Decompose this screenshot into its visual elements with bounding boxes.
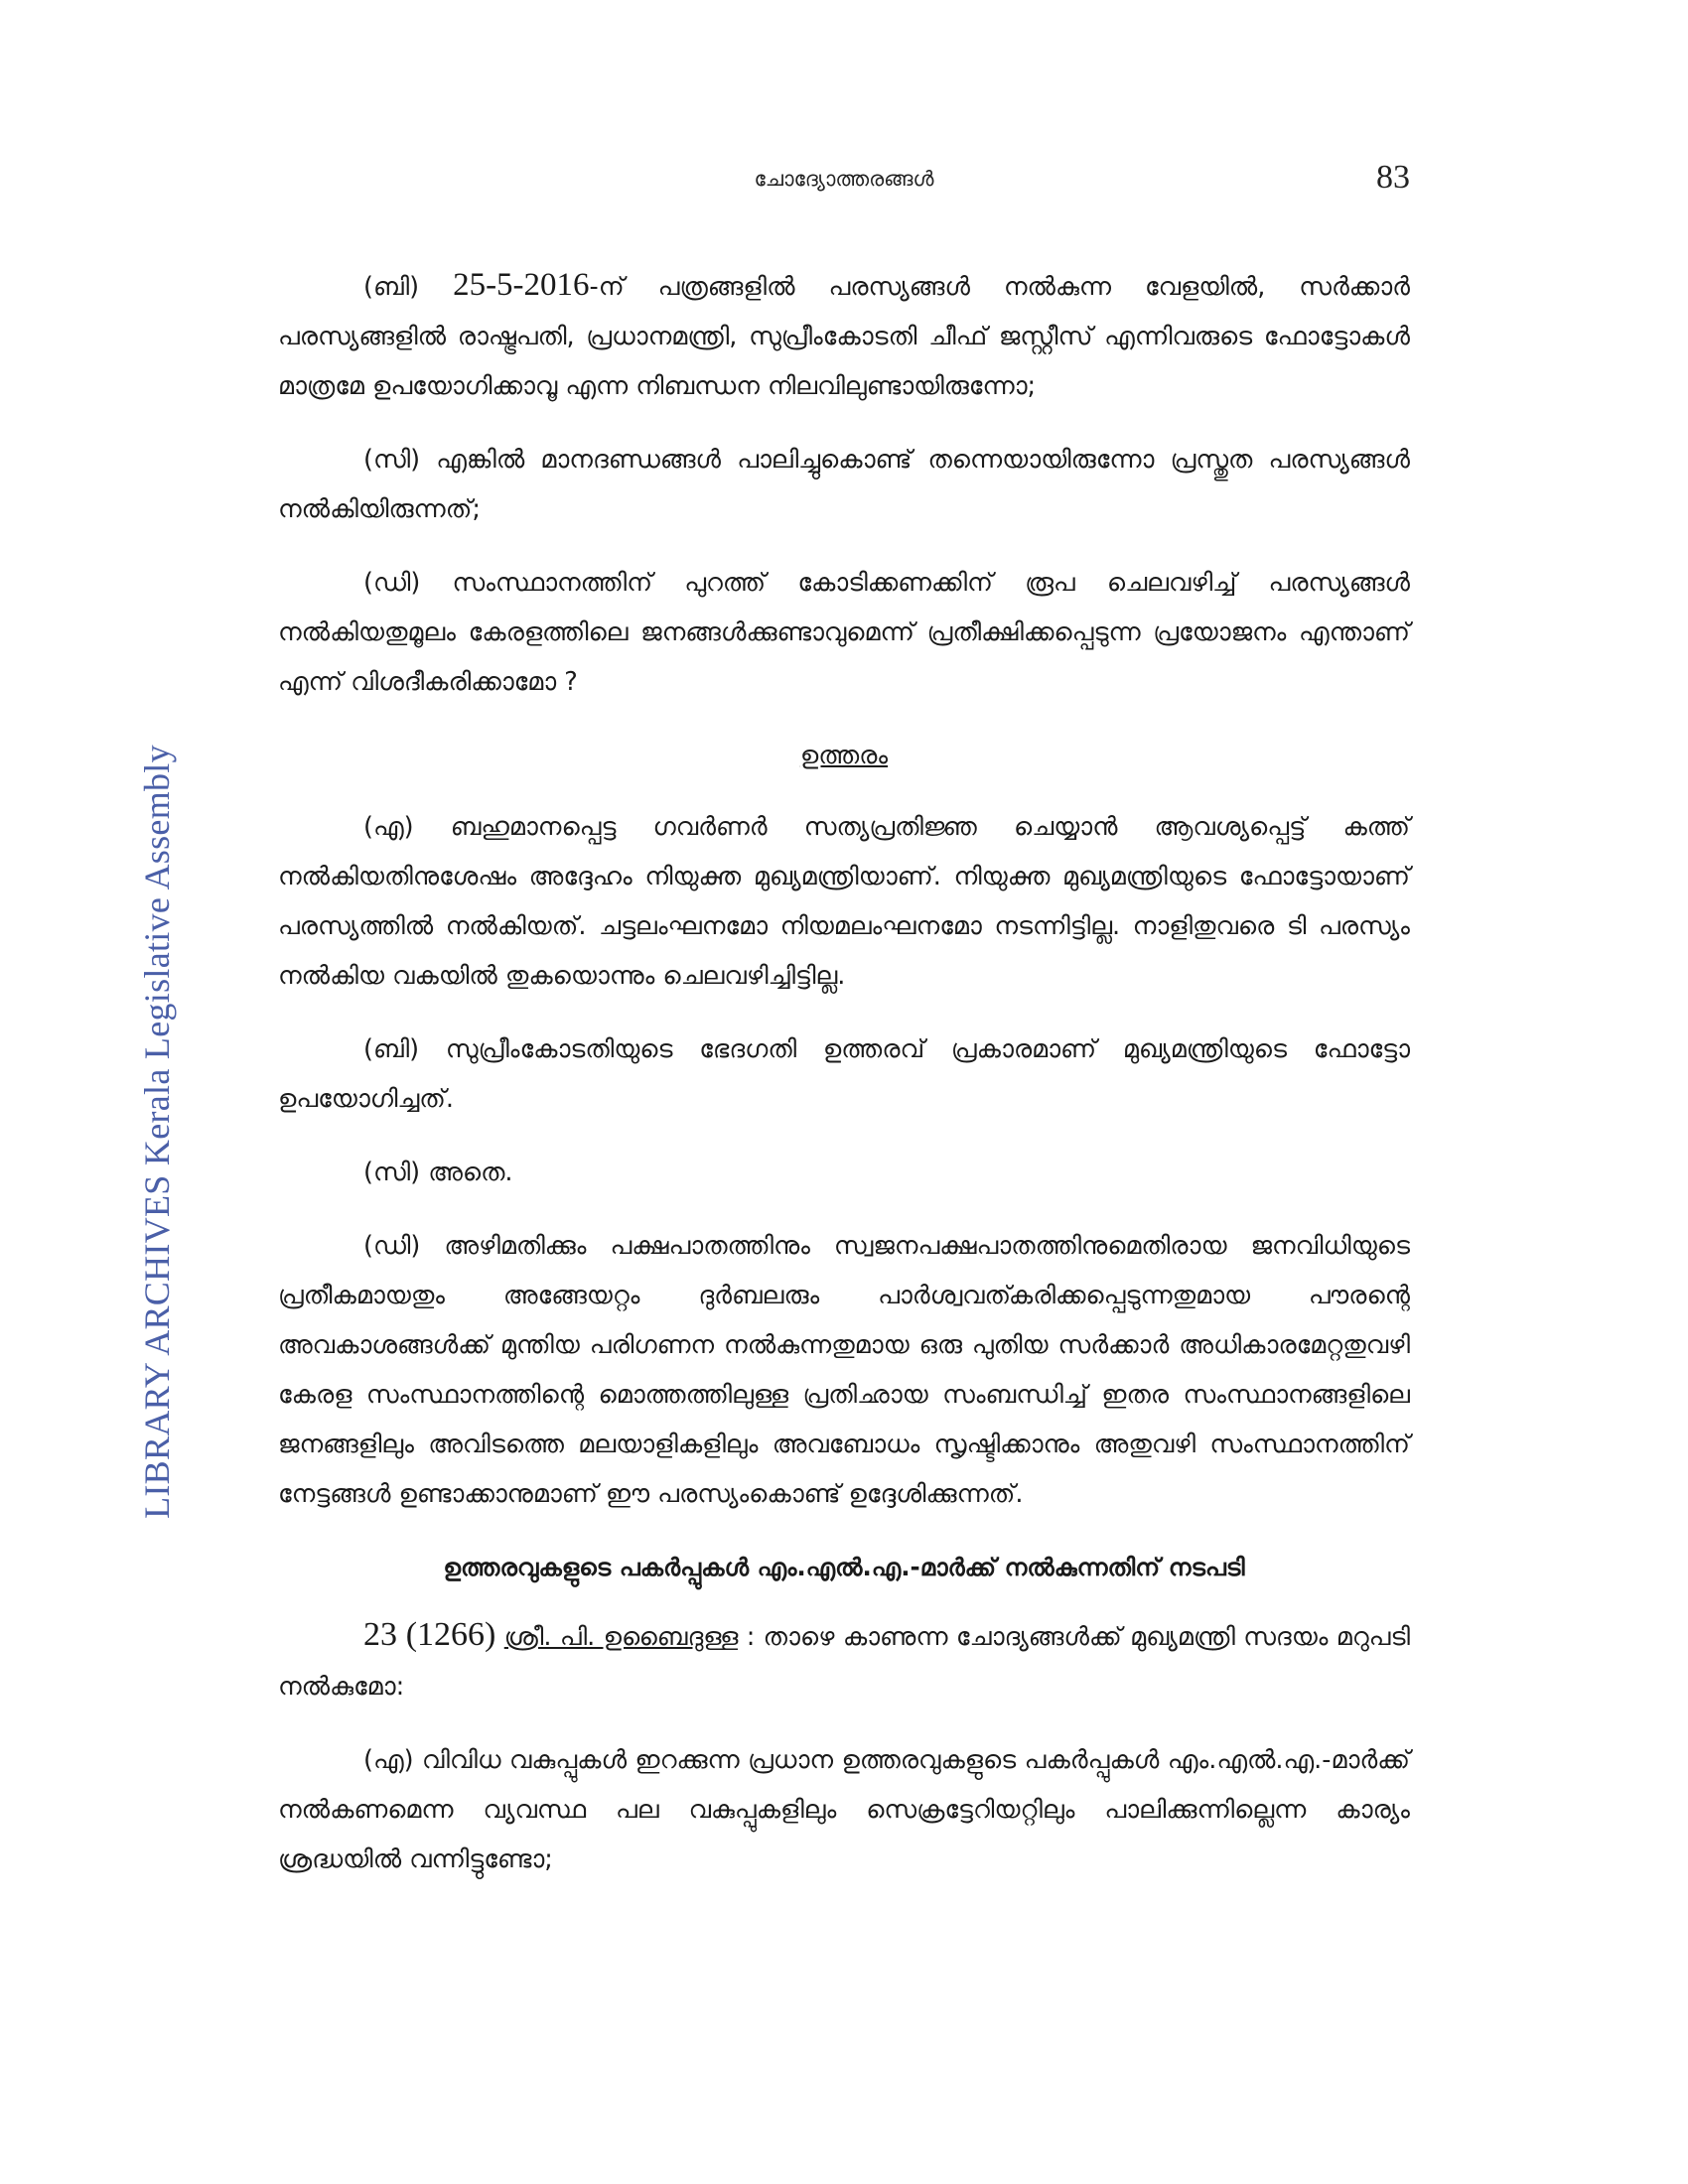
question-intro-text: : താഴെ കാണുന്ന ചോദ്യങ്ങൾക്ക് മുഖ്യമന്ത്രി സദയം മറുപടി നൽകുമോ:	[278, 1622, 1411, 1702]
running-title: ചോദ്യോത്തരങ്ങൾ	[754, 167, 934, 191]
question-part-b-label: (ബി)	[363, 272, 420, 302]
next-question-intro	[278, 1610, 1410, 1711]
page-number: 83	[1376, 159, 1410, 196]
answer-part-b: (ബി) സുപ്രീംകോടതിയുടെ ഭേദഗതി ഉത്തരവ് പ്രകാരമാണ് മുഖ്യമന്ത്രിയുടെ ഫോട്ടോ ഉപയോഗിച്ചത്.	[278, 1034, 1410, 1114]
next-question-title: ഉത്തരവുകളുടെ പകർപ്പുകൾ എം.എൽ.എ.-മാർക്ക് നൽകുന്നതിന് നടപടി	[443, 1553, 1245, 1581]
question-part-c: (സി) എങ്കിൽ മാനദണ്ഡങ്ങൾ പാലിച്ചുകൊണ്ട് തന്നെയായിരുന്നോ പ്രസ്തുത പരസ്യങ്ങൾ നൽകിയിരുന്നത്;	[278, 445, 1410, 524]
question-part-b-text: -ന് പത്രങ്ങളിൽ പരസ്യങ്ങൾ നൽകുന്ന വേളയിൽ, സർക്കാർ പരസ്യങ്ങളിൽ രാഷ്ട്രപതി, പ്രധാനമന്ത്രി, സുപ്രീംകോടതി ചീഫ് ജസ്റ്റീസ് എന്നിവരുടെ ഫോട്ടോകൾ മാത്രമേ ഉപയോഗിക്കാവൂ എന്ന നിബന്ധന നിലവിലുണ്ടായിരുന്നോ;	[278, 272, 1411, 401]
member-name: ശ്രീ. പി. ഉബൈദുള്ള	[503, 1622, 739, 1652]
answer-part-c: (സി) അതെ.	[363, 1158, 513, 1187]
answer-part-a: (എ) ബഹുമാനപ്പെട്ട ഗവർണർ സത്യപ്രതിജ്ഞ ചെയ്യാൻ ആവശ്യപ്പെട്ട് കത്ത് നൽകിയതിനുശേഷം അദ്ദേഹം നിയുക്ത മുഖ്യമന്ത്രിയാണ്. നിയുക്ത മുഖ്യമന്ത്രിയുടെ ഫോട്ടോയാണ് പരസ്യത്തിൽ നൽകിയത്. ചട്ടലംഘനമോ നിയമലംഘനമോ നടന്നിട്ടില്ല. നാളിതുവരെ ടി പരസ്യം നൽകിയ വകയിൽ തുകയൊന്നും ചെലവഴിച്ചിട്ടില്ല.	[278, 812, 1410, 991]
question-part-b	[278, 260, 1410, 411]
answer-heading: ഉത്തരം	[799, 741, 889, 770]
question-part-d: (ഡി) സംസ്ഥാനത്തിന് പുറത്ത് കോടിക്കണക്കിന് രൂപ ചെലവഴിച്ച് പരസ്യങ്ങൾ നൽകിയതുമൂലം കേരളത്തിലെ ജനങ്ങൾക്കുണ്ടാവുമെന്ന് പ്രതീക്ഷിക്കപ്പെടുന്ന പ്രയോജനം എന്താണ് എന്ന് വിശദീകരിക്കാമോ ?	[278, 568, 1410, 697]
page-content	[278, 260, 1410, 1908]
question-number: 23 (1266)	[363, 1616, 496, 1653]
question-date: 25-5-2016	[453, 267, 590, 303]
next-question-part-a: (എ) വിവിധ വകുപ്പുകൾ ഇറക്കുന്ന പ്രധാന ഉത്തരവുകളുടെ പകർപ്പുകൾ എം.എൽ.എ.-മാർക്ക് നൽകണമെന്ന വ്യവസ്ഥ പല വകുപ്പുകളിലും സെക്രട്ടേറിയറ്റിലും പാലിക്കുന്നില്ലെന്ന കാര്യം ശ്രദ്ധയിൽ വന്നിട്ടുണ്ടോ;	[278, 1745, 1410, 1874]
archive-watermark: LIBRARY ARCHIVES Kerala Legislative Assembly	[137, 745, 177, 1519]
answer-part-d: (ഡി) അഴിമതിക്കും പക്ഷപാതത്തിനും സ്വജനപക്ഷപാതത്തിനുമെതിരായ ജനവിധിയുടെ പ്രതീകമായതും അങ്ങേയറ്റം ദുർബലരും പാർശ്വവത്കരിക്കപ്പെടുന്നതുമായ പൗരന്റെ അവകാശങ്ങൾക്ക് മുന്തിയ പരിഗണന നൽകുന്നതുമായ ഒരു പുതിയ സർക്കാർ അധികാരമേറ്റതുവഴി കേരള സംസ്ഥാനത്തിന്റെ മൊത്തത്തിലുള്ള പ്രതിഛായ സംബന്ധിച്ച് ഇതര സംസ്ഥാനങ്ങളിലെ ജനങ്ങളിലും അവിടത്തെ മലയാളികളിലും അവബോധം സൃഷ്ടിക്കാനും അതുവഴി സംസ്ഥാനത്തിന് നേട്ടങ്ങൾ ഉണ്ടാക്കാനുമാണ് ഈ പരസ്യംകൊണ്ട് ഉദ്ദേശിക്കുന്നത്.	[278, 1231, 1410, 1509]
